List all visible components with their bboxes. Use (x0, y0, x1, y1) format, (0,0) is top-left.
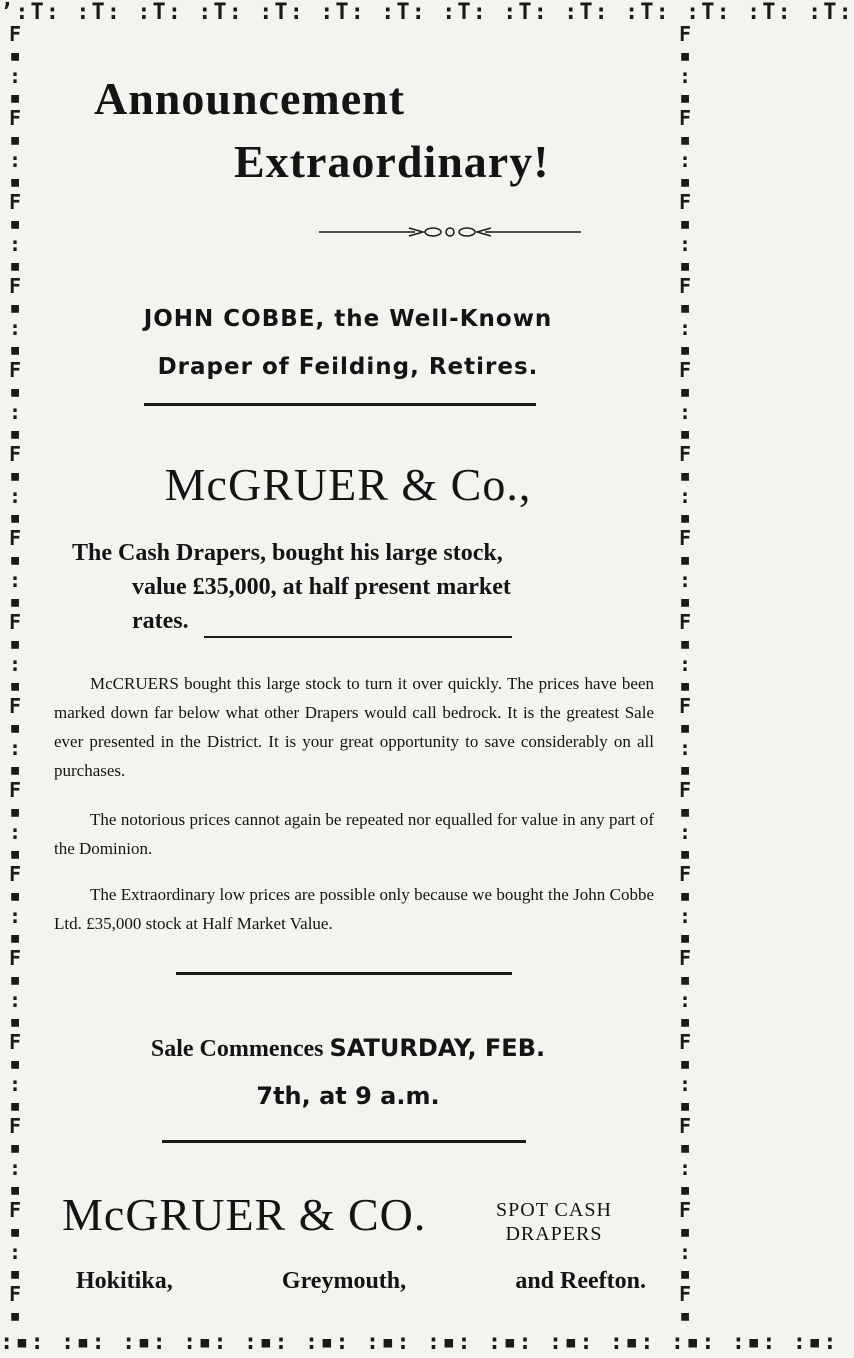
paragraph-1: McCRUERS bought this large stock to turn it over quickly. The prices have been marked down far below what other Drapers would call bedrock. It is the greatest Sale ever presented in the District. It is your great opportunity to save considerably on all purchases. (54, 674, 654, 780)
divider-rule (162, 1140, 526, 1143)
ornamental-border-right: F ▪ ꞉ ▪ F ▪ ꞉ ▪ F ▪ ꞉ ▪ F ▪ ꞉ ▪ F ▪ ꞉ ▪ F ▪ ꞉ ▪ F ▪ ꞉ ▪ F ▪ ꞉ ▪ F ▪ ꞉ ▪ F ▪ ꞉ ▪ F ▪ ꞉ ▪ F ▪ ꞉ ▪ F ▪ ꞉ ▪ F ▪ ꞉ ▪ F ▪ ꞉ ▪ F ▪ (678, 22, 692, 1327)
ornament-divider (319, 224, 581, 240)
sale-day: SATURDAY, FEB. (329, 1034, 546, 1062)
cash-statement-line-3: rates. (132, 608, 189, 634)
ornamental-border-top: ʼ꞉T꞉ ꞉T꞉ ꞉T꞉ ꞉T꞉ ꞉T꞉ ꞉T꞉ ꞉T꞉ ꞉T꞉ ꞉T꞉ ꞉T꞉ ꞉T꞉ ꞉T꞉ ꞉T꞉ ꞉T꞉ (0, 0, 854, 25)
cash-statement-line-1: The Cash Drapers, bought his large stock, (72, 540, 503, 566)
firm-name: McGRUER & Co., (164, 459, 532, 510)
ornamental-border-left: F ▪ ꞉ ▪ F ▪ ꞉ ▪ F ▪ ꞉ ▪ F ▪ ꞉ ▪ F ▪ ꞉ ▪ F ▪ ꞉ ▪ F ▪ ꞉ ▪ F ▪ ꞉ ▪ F ▪ ꞉ ▪ F ▪ ꞉ ▪ F ▪ ꞉ ▪ F ▪ ꞉ ▪ F ▪ ꞉ ▪ F ▪ ꞉ ▪ F ▪ ꞉ ▪ F ▪ (8, 22, 22, 1327)
town-reefton: and Reefton. (515, 1268, 646, 1294)
paragraph-2: The notorious prices cannot again be repeated nor equalled for value in any part of the Dominion. (54, 810, 654, 858)
town-hokitika: Hokitika, (76, 1268, 173, 1294)
subheading-line-2: Draper of Feilding, Retires. (157, 354, 539, 380)
ornamental-border-bottom: ꞉▪꞉ ꞉▪꞉ ꞉▪꞉ ꞉▪꞉ ꞉▪꞉ ꞉▪꞉ ꞉▪꞉ ꞉▪꞉ ꞉▪꞉ ꞉▪꞉ ꞉▪꞉ ꞉▪꞉ ꞉▪꞉ ꞉▪꞉ (0, 1330, 839, 1355)
headline-extraordinary: Extraordinary! (234, 136, 550, 187)
branch-towns (76, 1268, 646, 1295)
town-greymouth: Greymouth, (281, 1268, 407, 1294)
divider-rule (204, 636, 512, 638)
advertisement (34, 28, 662, 1326)
divider-rule (144, 403, 536, 406)
divider-rule (176, 972, 512, 975)
sale-date: 7th, at 9 a.m. (256, 1082, 440, 1110)
cash-statement (72, 536, 652, 638)
footer-firm-name: McGRUER & CO. (62, 1189, 427, 1240)
headline-announcement: Announcement (94, 73, 406, 124)
footer-tagline: SPOT CASH DRAPERS (496, 1199, 612, 1245)
sale-commences (34, 1034, 662, 1063)
cash-statement-line-2: value £35,000, at half present market (132, 574, 511, 600)
subheading-line-1: JOHN COBBE, the Well-Known (143, 306, 553, 332)
paragraph-3: The Extraordinary low prices are possible only because we bought the John Cobbe Ltd. £35,000 stock at Half Market Value. (54, 885, 654, 933)
sale-prefix: Sale Commences (150, 1036, 324, 1062)
